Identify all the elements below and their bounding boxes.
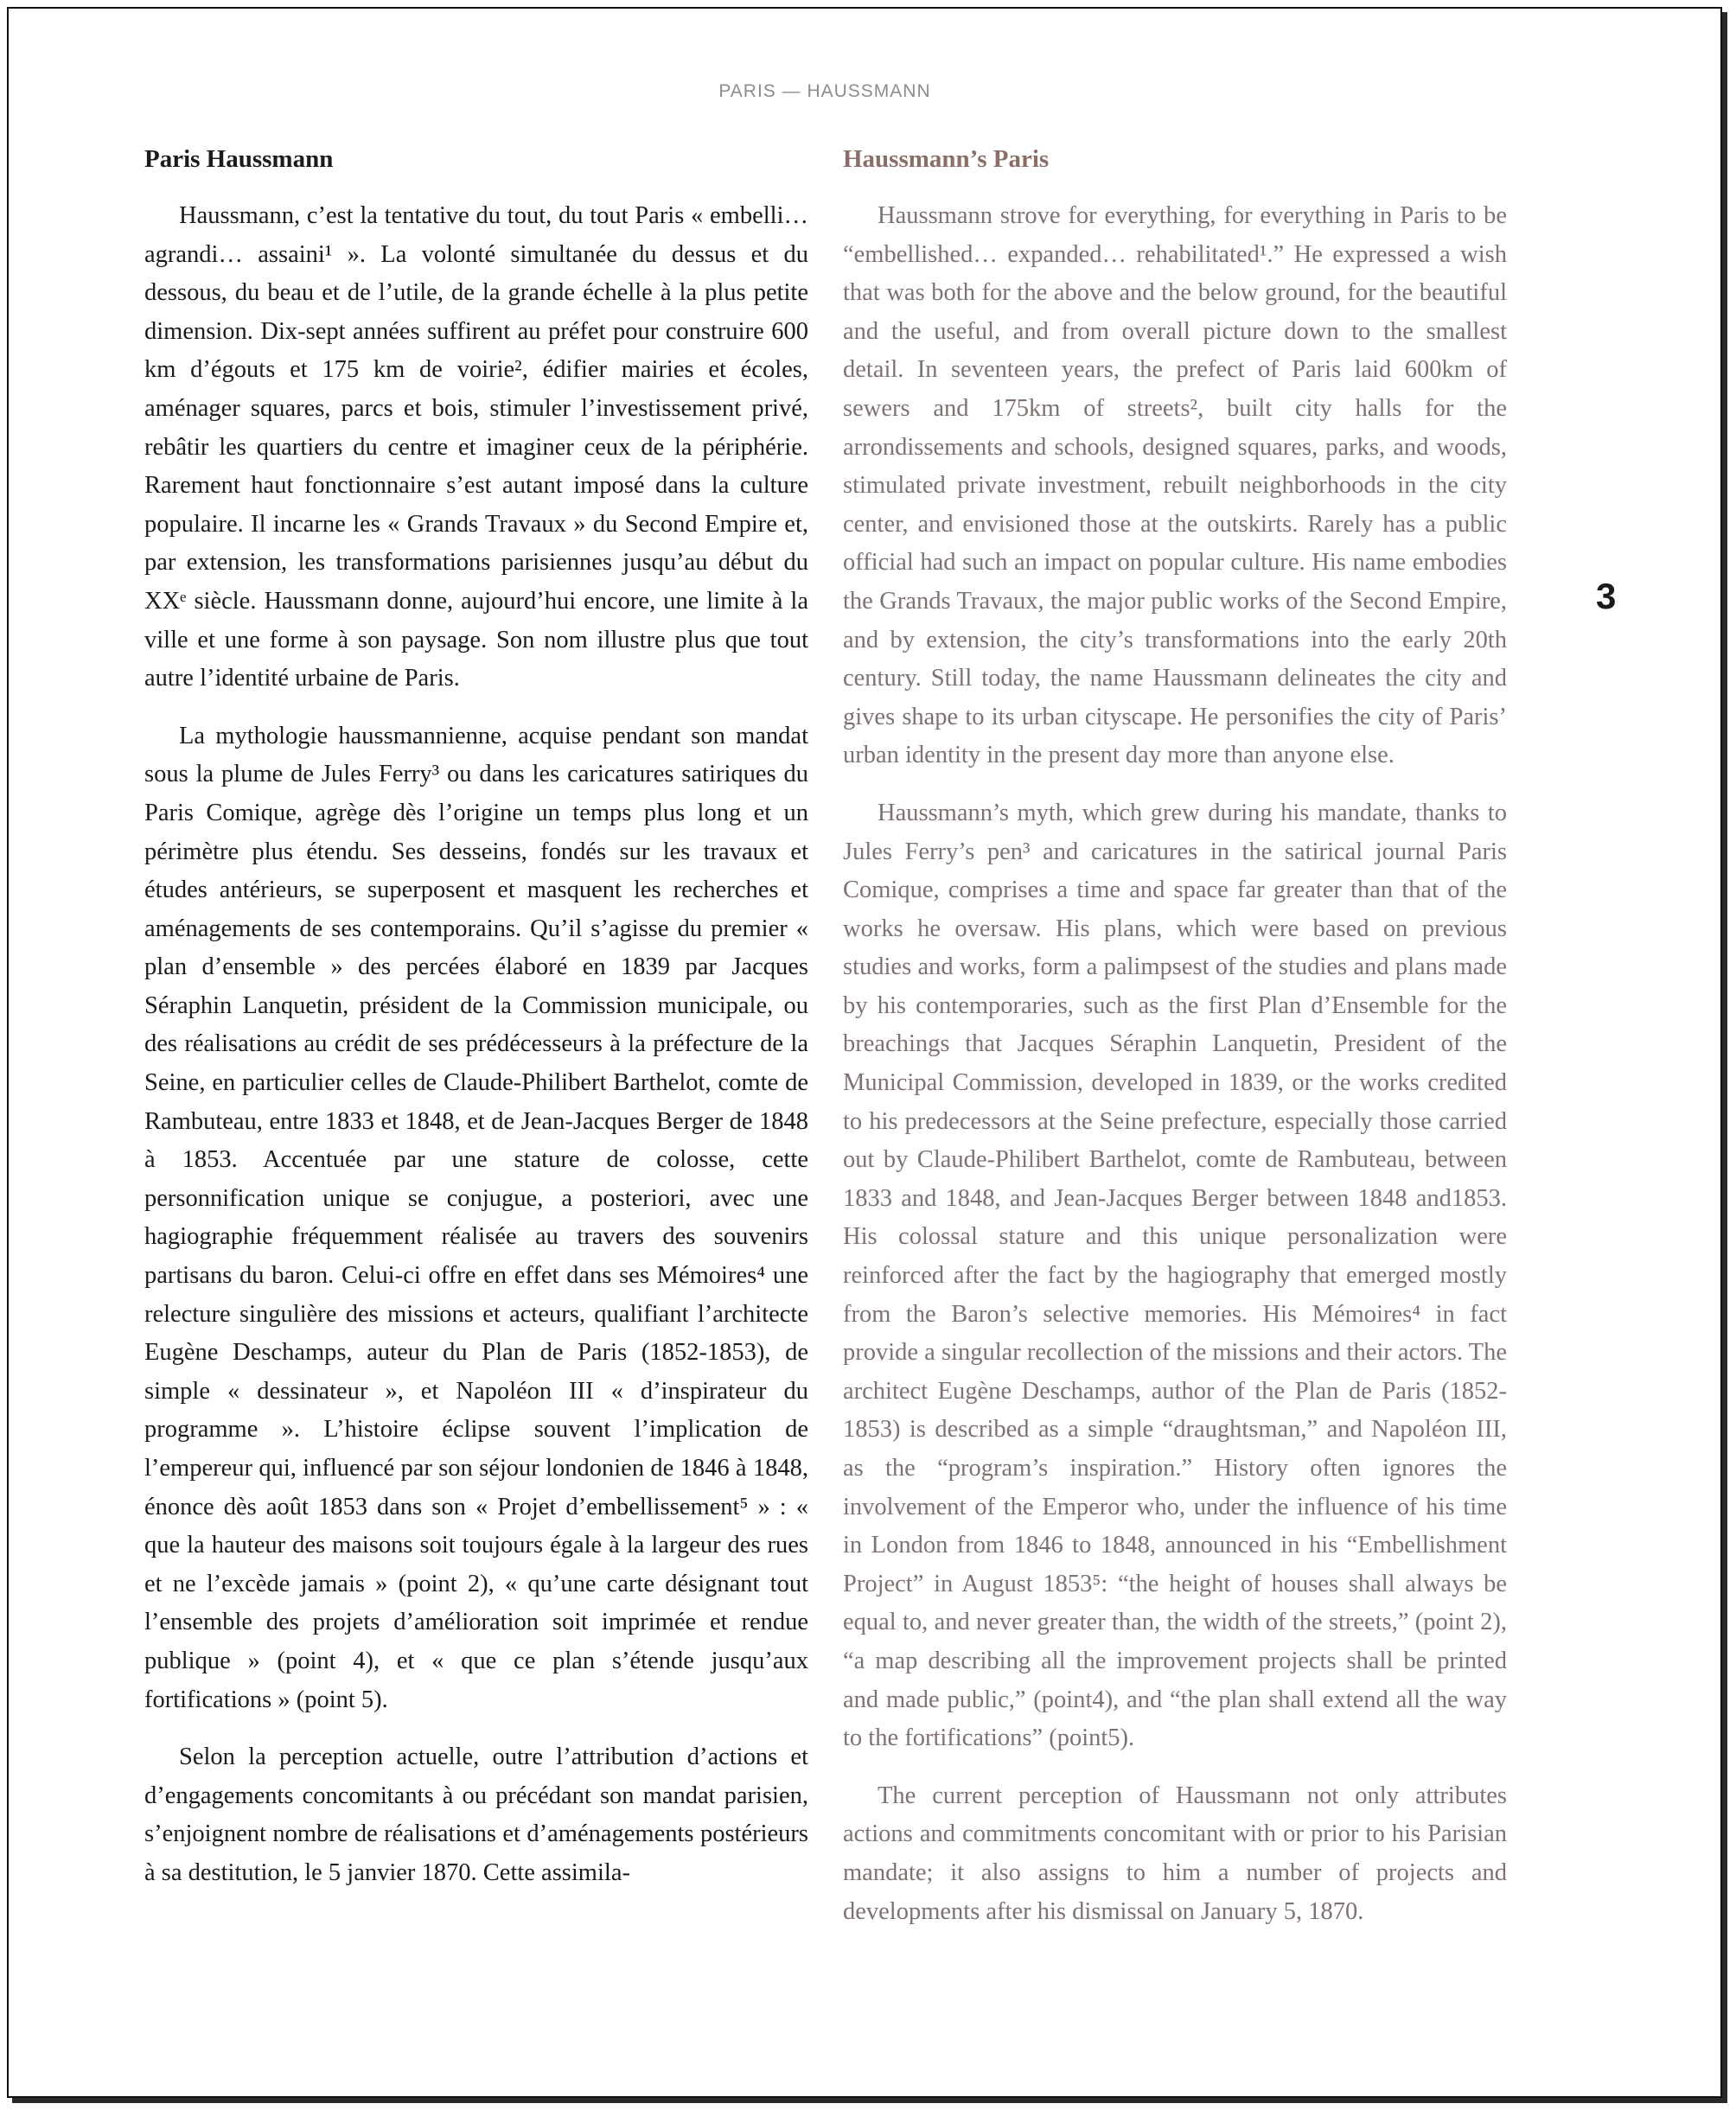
french-paragraph-2: La mythologie haussmannienne, acquise pendant son mandat sous la plume de Jules Ferry³ ou dans les caricatures satiriques du Paris Comique, agrège dès l’origine un temps plus long et un périmètre plus étendu. Ses desseins, fondés sur les travaux et études antérieurs, se superposent et masquent les recherches et aménagements de ses contemporains. Qu’il s’agisse du premier « plan d’ensemble » des percées élaboré en 1839 par Jacques Séraphin Lanquetin, président de la Commission municipale, ou des réalisations au crédit de ses prédécesseurs à la préfecture de la Seine, en particulier celles de Claude-Philibert Barthelot, comte de Rambuteau, entre 1833 et 1848, et de Jean-Jacques Berger de 1848 à 1853. Accentuée par une stature de colosse, cette personnification unique se conjugue, a posteriori, avec une hagiographie fréquemment réalisée au travers des souvenirs partisans du baron. Celui-ci offre en effet dans ses Mémoires⁴ une relecture singulière des missions et acteurs, qualifiant l’architecte Eugène Deschamps, auteur du Plan de Paris (1852-1853), de simple « dessinateur », et Napoléon III « d’inspirateur du programme ». L’histoire éclipse souvent l’implication de l’empereur qui, influencé par son séjour londonien de 1846 à 1848, énonce dès août 1853 dans son « Projet d’embellissement⁵ » : « que la hauteur des maisons soit toujours égale à la largeur des rues et ne l’excède jamais » (point 2), « qu’une carte désignant tout l’ensemble des projets d’amélioration soit imprimée et rendue publique » (point 4), et « que ce plan s’étende jusqu’aux fortifications » (point 5). <box>144 722 808 1713</box>
english-paragraph-3: The current perception of Haussmann not only attributes actions and commitments concomitant with or prior to his Parisian mandate; it also assigns to him a number of projects and developments after his dismissal on January 5, 1870. <box>843 1782 1507 1925</box>
english-title: Haussmann’s Paris <box>843 145 1050 173</box>
page-frame <box>7 7 1722 2098</box>
running-head: PARIS — HAUSSMANN <box>718 81 931 101</box>
page-number: 3 <box>1596 576 1617 616</box>
french-paragraph-1: Haussmann, c’est la tentative du tout, du tout Paris « embelli… agrandi… assaini¹ ». La volonté simultanée du dessus et du dessous, du beau et de l’utile, de la grande échelle à la plus petite dimension. Dix-sept années suffirent au préfet pour construire 600 km d’égouts et 175 km de voirie², édifier mairies et écoles, aménager squares, parcs et bois, stimuler l’investissement privé, rebâtir les quartiers du centre et imaginer ceux de la périphérie. Rarement haut fonctionnaire s’est autant imposé dans la culture populaire. Il incarne les « Grands Travaux » du Second Empire et, par extension, les transformations parisiennes jusqu’au début du XXᵉ siècle. Haussmann donne, aujourd’hui encore, une limite à la ville et une forme à son paysage. Son nom illustre plus que tout autre l’identité urbaine de Paris. <box>144 202 808 692</box>
french-title: Paris Haussmann <box>144 145 334 173</box>
french-column <box>144 140 808 1912</box>
english-paragraph-2: Haussmann’s myth, which grew during his mandate, thanks to Jules Ferry’s pen³ and caricatures in the satirical journal Paris Comique, comprises a time and space far greater than that of the works he oversaw. His plans, which were based on previous studies and works, form a palimpsest of the studies and plans made by his contemporaries, such as the first Plan d’Ensemble for the breachings that Jacques Séraphin Lanquetin, President of the Municipal Commission, developed in 1839, or the works credited to his predecessors at the Seine prefecture, especially those carried out by Claude-Philibert Barthelot, comte de Rambuteau, between 1833 and 1848, and Jean-Jacques Berger between 1848 and1853. His colossal stature and this unique personalization were reinforced after the fact by the hagiography that emerged mostly from the Baron’s selective memories. His Mémoires⁴ in fact provide a singular recollection of the missions and their actors. The architect Eugène Deschamps, author of the Plan de Paris (1852-1853) is described as a simple “draughtsman,” and Napoléon III, as the “program’s inspiration.” History often ignores the involvement of the Emperor who, under the influence of his time in London from 1846 to 1848, announced in his “Embellishment Project” in August 1853⁵: “the height of houses shall always be equal to, and never greater than, the width of the streets,” (point 2), “a map describing all the improvement projects shall be printed and made public,” (point4), and “the plan shall extend all the way to the fortifications” (point5). <box>843 799 1507 1752</box>
english-column <box>843 140 1507 1950</box>
english-paragraph-1: Haussmann strove for everything, for everything in Paris to be “embellished… expanded… rehabilitated¹.” He expressed a wish that was both for the above and the below ground, for the beautiful and the useful, and from overall picture down to the smallest detail. In seventeen years, the prefect of Paris laid 600km of sewers and 175km of streets², built city halls for the arrondissements and schools, designed squares, parks, and woods, stimulated private investment, rebuilt neighborhoods in the city center, and envisioned those at the outskirts. Rarely has a public official had such an impact on popular culture. His name embodies the Grands Travaux, the major public works of the Second Empire, and by extension, the city’s transformations into the early 20th century. Still today, the name Haussmann delineates the city and gives shape to its urban cityscape. He personifies the city of Paris’ urban identity in the present day more than anyone else. <box>843 202 1507 769</box>
french-paragraph-3: Selon la perception actuelle, outre l’attribution d’actions et d’engagements concomitants à ou précédant son mandat parisien, s’enjoignent nombre de réalisations et d’aménagements postérieurs à sa destitution, le 5 janvier 1870. Cette assimila- <box>144 1743 808 1886</box>
